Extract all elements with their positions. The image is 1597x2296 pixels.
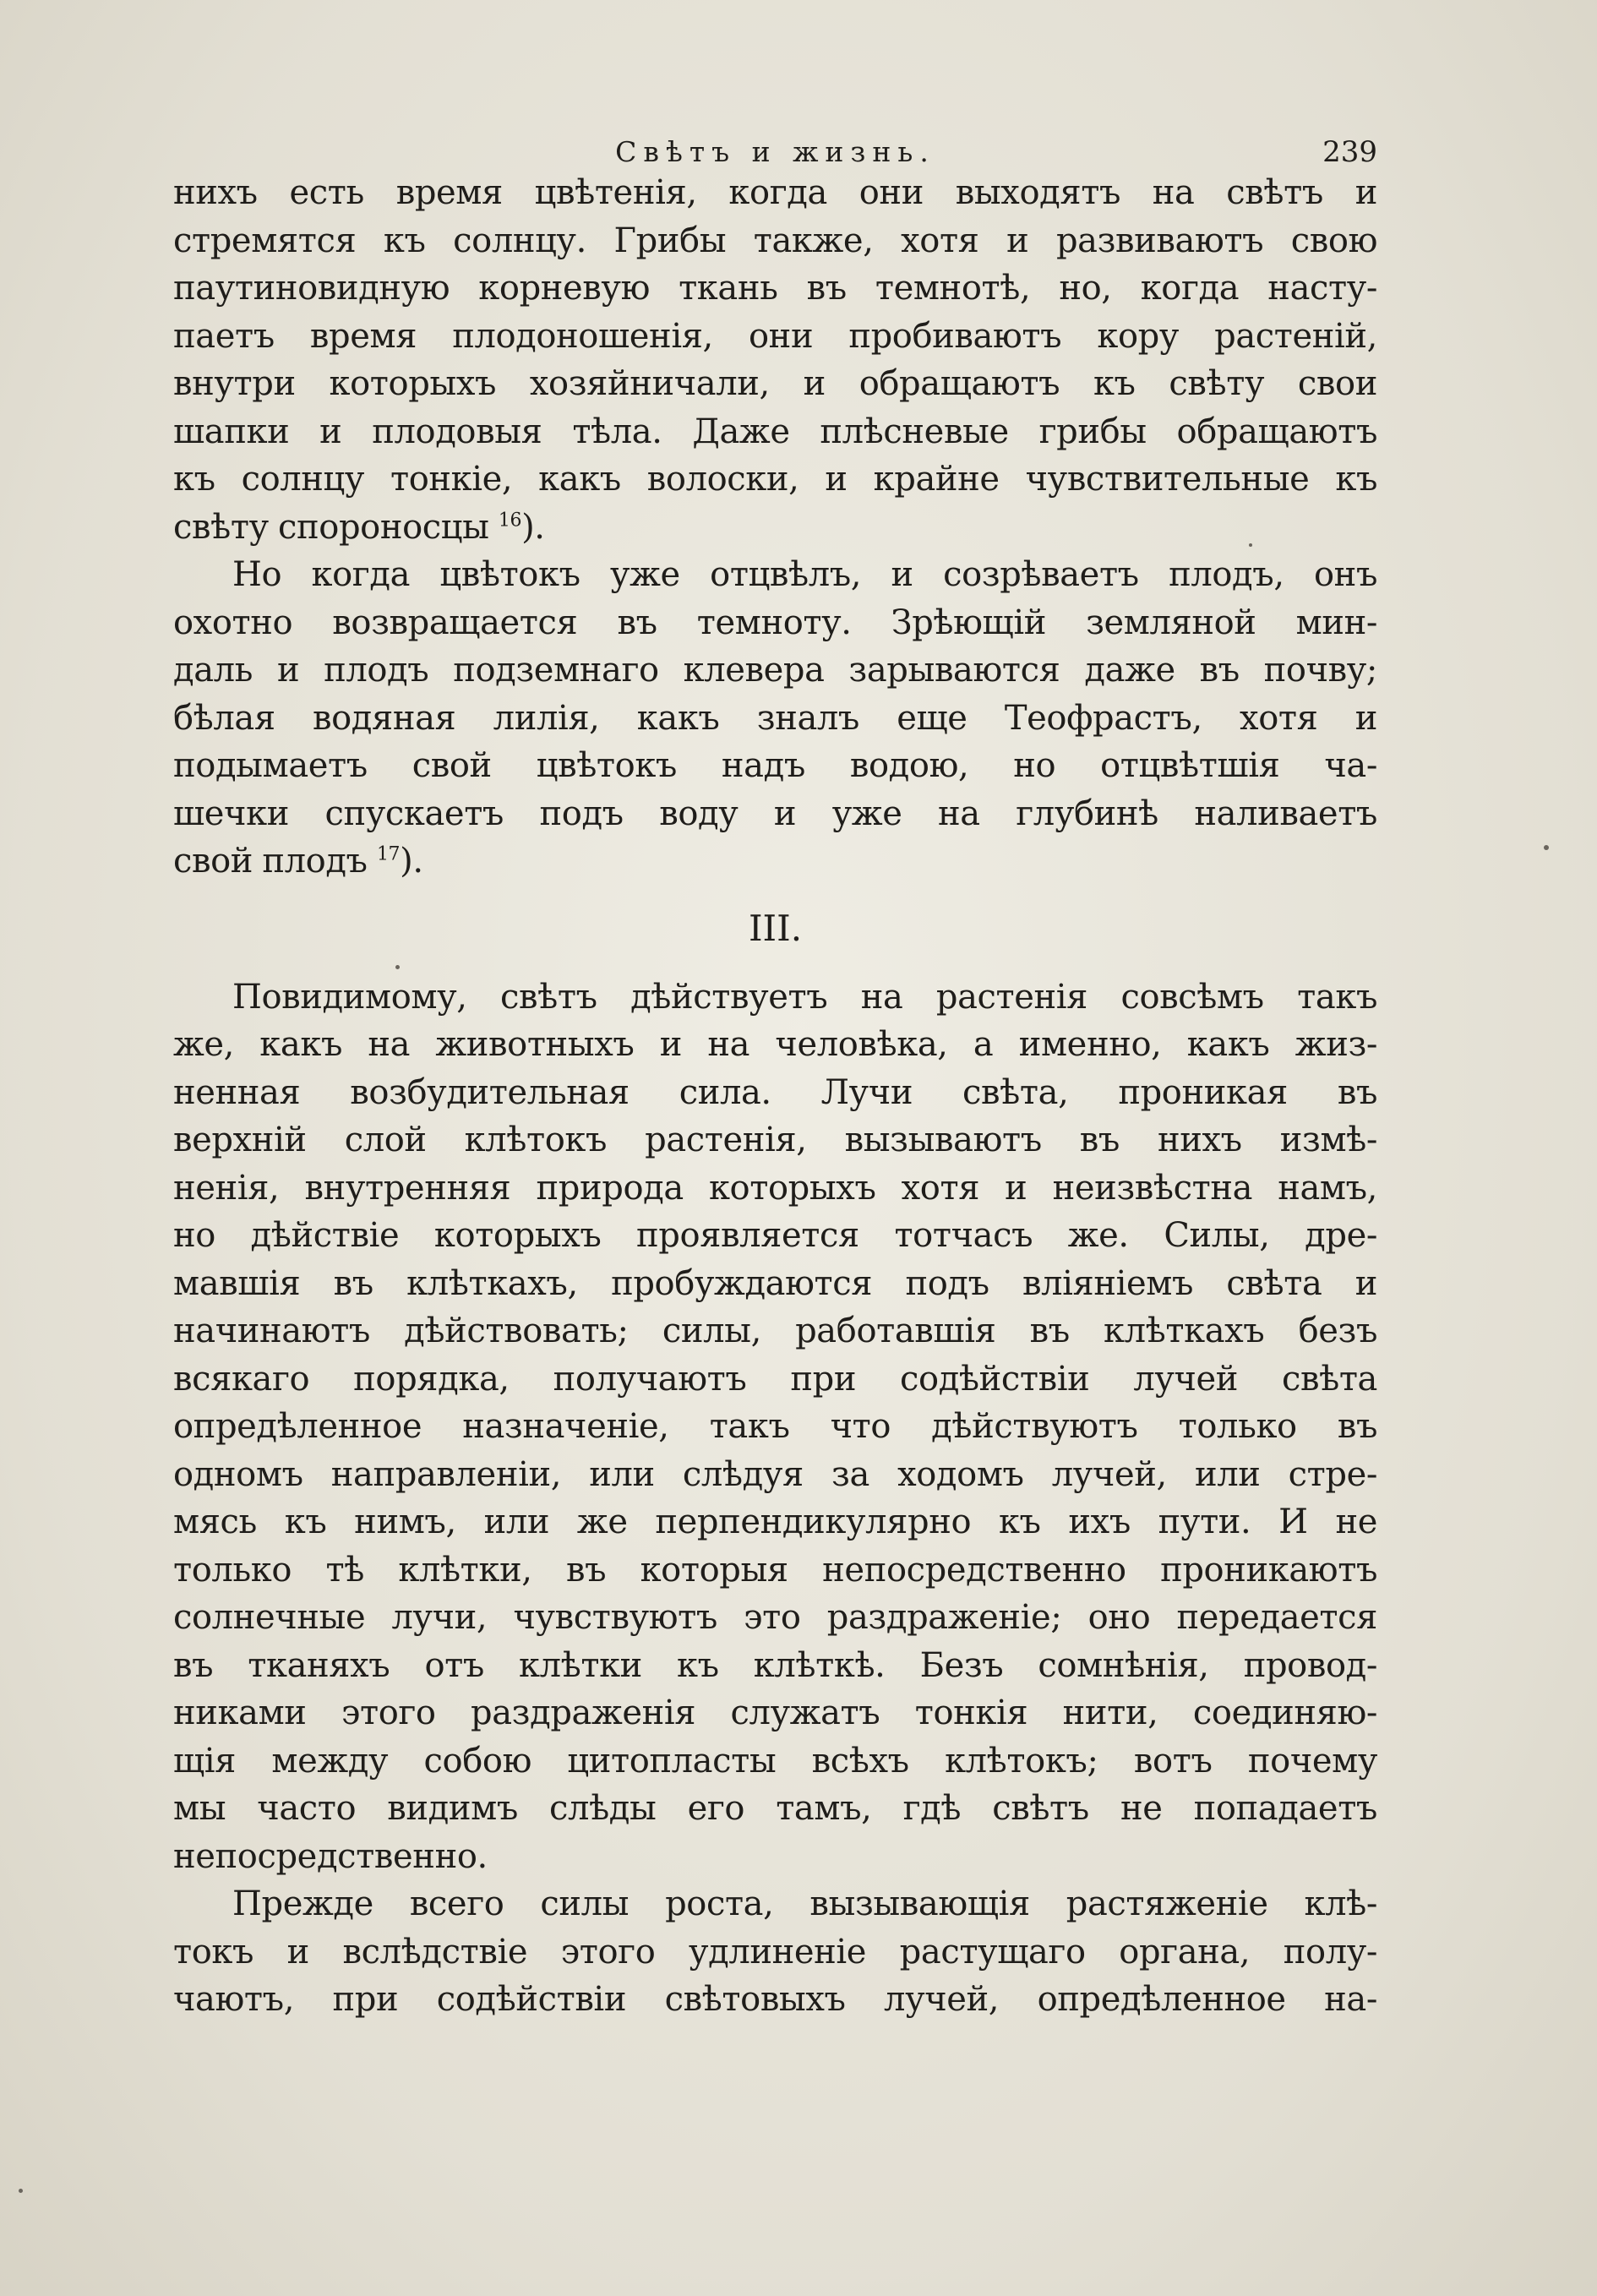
text-line: охотно возвращается въ темноту. Зрѣющій земляной мин- — [173, 603, 1377, 642]
text-line: но дѣйствіе которыхъ проявляется тотчасъ же. Силы, дре- — [173, 1216, 1377, 1255]
text-line: даль и плодъ подземнаго клевера зарываются даже въ почву; — [173, 651, 1377, 690]
text-line: мясь къ нимъ, или же перпендикулярно къ ихъ пути. И не — [173, 1502, 1377, 1541]
text-line: мы часто видимъ слѣды его тамъ, гдѣ свѣтъ не попадаетъ — [173, 1789, 1377, 1828]
section-heading: III. — [748, 907, 803, 949]
paper-speck — [19, 2189, 23, 2193]
paragraph-1 — [173, 169, 1377, 551]
page-number: 239 — [1322, 135, 1377, 169]
text-line: ненія, внутренняя природа которыхъ хотя и неизвѣстна намъ, — [173, 1168, 1377, 1208]
text-line-last — [173, 837, 1377, 886]
line-suffix: ). — [400, 842, 423, 881]
footnote-ref: 17 — [376, 843, 401, 865]
text-line: только тѣ клѣтки, въ которыя непосредственно проникаютъ — [173, 1550, 1377, 1590]
running-title: Свѣтъ и жизнь. — [615, 135, 935, 168]
text-line: подымаетъ свой цвѣтокъ надъ водою, но отцвѣтшія ча- — [173, 746, 1377, 785]
line-suffix: ). — [521, 507, 545, 547]
text-line: бѣлая водяная лилія, какъ зналъ еще Теофрастъ, хотя и — [173, 698, 1377, 738]
text-line-last — [173, 504, 1377, 552]
paragraph-4 — [173, 1880, 1377, 2024]
text-line: одномъ направленіи, или слѣдуя за ходомъ лучей, или стре- — [173, 1454, 1377, 1494]
text-line: Повидимому, свѣтъ дѣйствуетъ на растенія совсѣмъ такъ — [232, 977, 1377, 1017]
paragraph-2 — [173, 551, 1377, 886]
text-line: Прежде всего силы роста, вызывающія растяженіе клѣ- — [232, 1884, 1377, 1923]
text-line: шечки спускаетъ подъ воду и уже на глубинѣ наливаетъ — [173, 794, 1377, 833]
text-line: опредѣленное назначеніе, такъ что дѣйствуютъ только въ — [173, 1407, 1377, 1446]
text-line: верхній слой клѣтокъ растенія, вызываютъ въ нихъ измѣ- — [173, 1121, 1377, 1159]
text-line: никами этого раздраженія служатъ тонкія нити, соединяю- — [173, 1693, 1377, 1732]
text-line: всякаго порядка, получаютъ при содѣйствіи лучей свѣта — [173, 1359, 1377, 1399]
text-line: начинаютъ дѣйствовать; силы, работавшія въ клѣткахъ безъ — [173, 1312, 1377, 1350]
text-line: мавшія въ клѣткахъ, пробуждаются подъ вліяніемъ свѣта и — [173, 1263, 1377, 1303]
text-line: чаютъ, при содѣйствіи свѣтовыхъ лучей, опредѣленное на- — [173, 1980, 1377, 2019]
text-line: же, какъ на животныхъ и на человѣка, а именно, какъ жиз- — [173, 1025, 1377, 1064]
text-line: внутри которыхъ хозяйничали, и обращаютъ къ свѣту свои — [173, 364, 1377, 403]
text-line: паутиновидную корневую ткань въ темнотѣ, но, когда насту- — [173, 269, 1377, 308]
text-line: паетъ время плодоношенія, они пробиваютъ кору растеній, — [173, 316, 1377, 356]
text-line: щія между собою цитопласты всѣхъ клѣтокъ; вотъ почему — [173, 1741, 1377, 1781]
running-head — [173, 118, 1377, 169]
text-block — [173, 118, 1377, 2024]
text-line: стремятся къ солнцу. Грибы также, хотя и развиваютъ свою — [173, 221, 1377, 260]
text-line: токъ и вслѣдствіе этого удлиненіе растущаго органа, полу- — [173, 1932, 1377, 1972]
paragraph-3 — [173, 973, 1377, 1881]
text-line: нихъ есть время цвѣтенія, когда они выходятъ на свѣтъ и — [173, 173, 1377, 212]
paper-speck — [1544, 845, 1549, 850]
paper-speck — [395, 965, 400, 969]
footnote-ref: 16 — [498, 510, 522, 532]
text-line: Но когда цвѣтокъ уже отцвѣлъ, и созрѣваетъ плодъ, онъ — [232, 555, 1377, 594]
line-text: свой плодъ — [173, 842, 368, 881]
text-line: къ солнцу тонкіе, какъ волоски, и крайне чувствительные къ — [173, 460, 1377, 499]
text-line: въ тканяхъ отъ клѣтки къ клѣткѣ. Безъ сомнѣнія, провод- — [173, 1645, 1377, 1685]
text-line: ненная возбудительная сила. Лучи свѣта, проникая въ — [173, 1072, 1377, 1112]
text-line-last: непосредственно. — [173, 1836, 488, 1876]
text-line: солнечные лучи, чувствуютъ это раздраженіе; оно передается — [173, 1598, 1377, 1637]
line-text: свѣту спороносцы — [173, 507, 489, 547]
paper-speck — [1249, 543, 1252, 547]
text-line: шапки и плодовыя тѣла. Даже плѣсневые грибы обращаютъ — [173, 412, 1377, 451]
